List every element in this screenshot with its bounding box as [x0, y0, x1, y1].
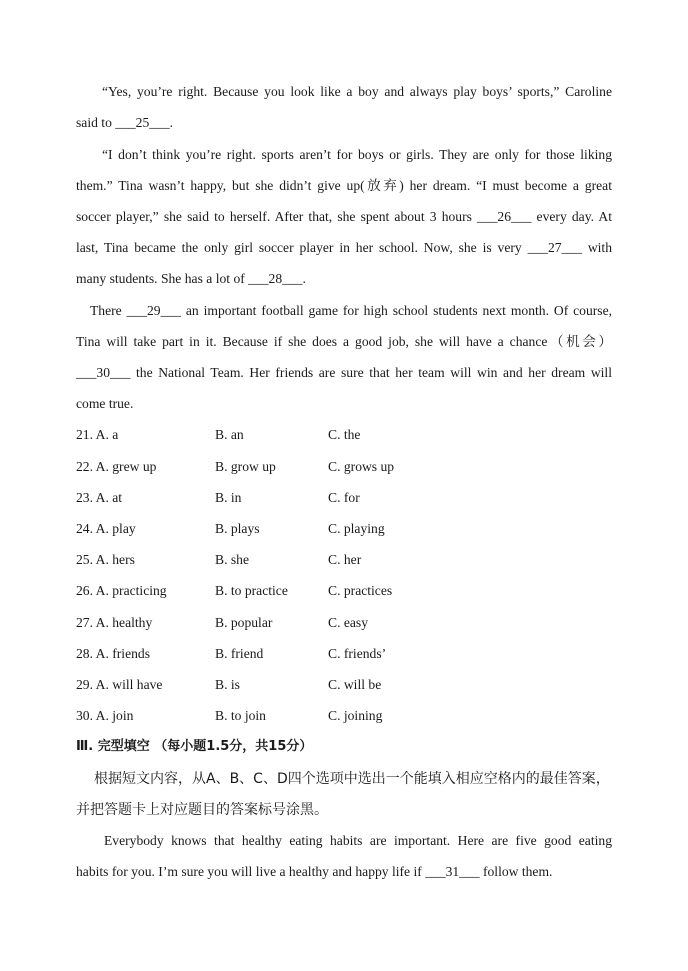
option-a: 26. A. practicing: [76, 583, 167, 598]
passage-line: “I don’t think you’re right. sports aren’t for boys or girls. They are only for those liking: [102, 147, 612, 162]
option-b: B. to practice: [215, 583, 288, 598]
option-a: 23. A. at: [76, 490, 123, 505]
option-b: B. plays: [215, 521, 260, 536]
option-c: C. playing: [328, 521, 385, 536]
option-b: B. to join: [215, 708, 266, 723]
option-b: B. she: [215, 552, 249, 567]
passage-line: come true.: [76, 396, 134, 411]
option-c: C. the: [328, 427, 361, 442]
option-a: 21. A. a: [76, 427, 119, 442]
option-b: B. friend: [215, 646, 264, 661]
option-b: B. grow up: [215, 459, 276, 474]
passage-line: There ___29___ an important football game for high school students next month. Of course,: [90, 303, 612, 318]
option-a: 28. A. friends: [76, 646, 151, 661]
option-c: C. friends’: [328, 646, 387, 661]
option-c: C. easy: [328, 615, 369, 630]
passage-line: last, Tina became the only girl soccer player in her school. Now, she is very ___27___ with: [76, 240, 612, 255]
option-a: 29. A. will have: [76, 677, 163, 692]
passage-line: many students. She has a lot of ___28___.: [76, 271, 306, 286]
instruction-line: 并把答题卡上对应题目的答案标号涂黑。: [76, 802, 328, 818]
option-b: B. is: [215, 677, 240, 692]
option-c: C. will be: [328, 677, 382, 692]
passage-line: said to ___25___.: [76, 115, 174, 130]
passage-line: them.” Tina wasn’t happy, but she didn’t give up(放弃) her dream. “I must become a great: [76, 178, 612, 193]
option-c: C. for: [328, 490, 360, 505]
option-b: B. in: [215, 490, 242, 505]
option-a: 24. A. play: [76, 521, 136, 536]
option-a: 27. A. healthy: [76, 615, 153, 630]
option-a: 30. A. join: [76, 708, 134, 723]
passage-line: ___30___ the National Team. Her friends are sure that her team will win and her dream will: [76, 365, 612, 380]
option-c: C. her: [328, 552, 362, 567]
passage-line: Tina will take part in it. Because if she does a good job, she will have a chance（机会）: [76, 334, 612, 349]
passage-line: “Yes, you’re right. Because you look like a boy and always play boys’ sports,” Caroline: [102, 84, 612, 99]
option-a: 22. A. grew up: [76, 459, 157, 474]
option-c: C. grows up: [328, 459, 395, 474]
option-a: 25. A. hers: [76, 552, 135, 567]
option-c: C. joining: [328, 708, 383, 723]
option-b: B. an: [215, 427, 244, 442]
option-c: C. practices: [328, 583, 393, 598]
section-heading: Ⅲ. 完型填空 （每小题1.5分，共15分）: [76, 739, 313, 754]
instruction-line: 根据短文内容，从A、B、C、D四个选项中选出一个能填入相应空格内的最佳答案，: [94, 771, 610, 787]
option-b: B. popular: [215, 615, 273, 630]
passage-line: habits for you. I’m sure you will live a healthy and happy life if ___31___ follow them.: [76, 864, 553, 879]
passage-line: soccer player,” she said to herself. After that, she spent about 3 hours ___26___ every day. At: [76, 209, 612, 224]
passage-line: Everybody knows that healthy eating habits are important. Here are five good eating: [104, 833, 612, 848]
